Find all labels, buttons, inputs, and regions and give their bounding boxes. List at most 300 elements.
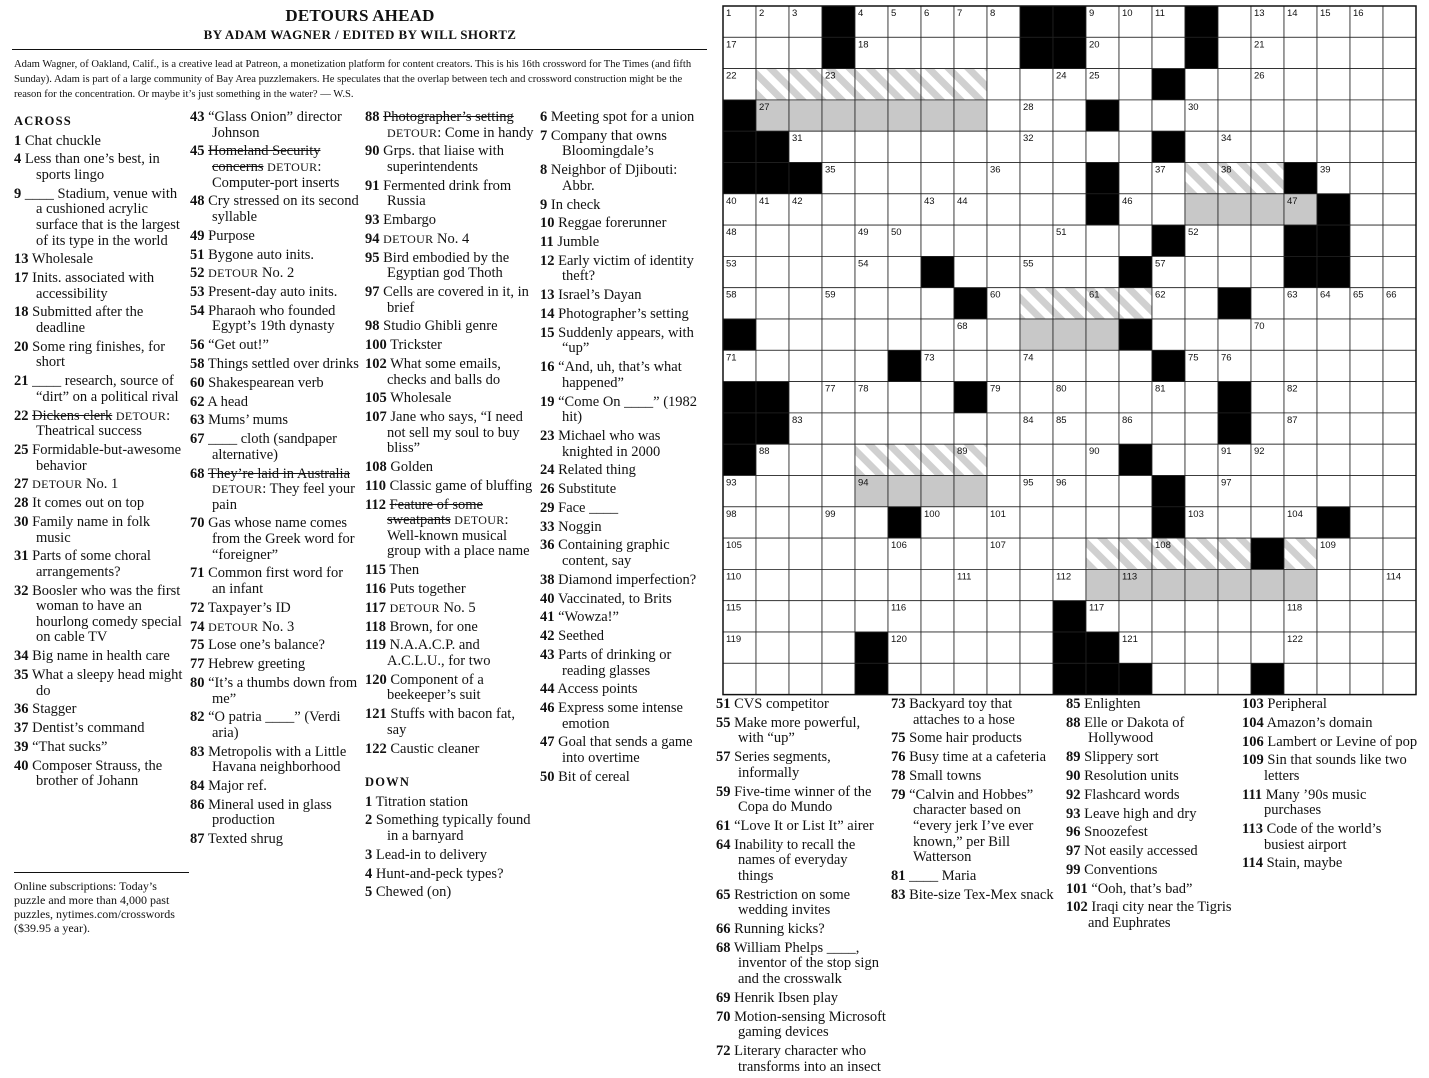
grid-cell[interactable] — [789, 225, 822, 256]
grid-cell[interactable] — [954, 663, 987, 694]
clue-down-66[interactable] — [716, 922, 886, 938]
clue-down-104[interactable] — [1242, 716, 1422, 732]
clue-across-93[interactable] — [365, 213, 535, 229]
grid-cell[interactable] — [1185, 163, 1218, 194]
grid-cell[interactable] — [1350, 507, 1383, 538]
clue-across-45[interactable] — [190, 144, 360, 191]
clue-across-80[interactable] — [190, 676, 360, 707]
grid-cell[interactable] — [888, 663, 921, 694]
grid-cell[interactable] — [1317, 632, 1350, 663]
grid-cell[interactable] — [987, 601, 1020, 632]
clue-across-36[interactable] — [14, 702, 186, 718]
clue-across-112[interactable] — [365, 498, 535, 560]
clue-across-52[interactable] — [190, 266, 360, 282]
clue-across-119[interactable] — [365, 638, 535, 669]
grid-cell[interactable] — [1218, 663, 1251, 694]
clue-across-90[interactable] — [365, 144, 535, 175]
grid-cell[interactable] — [1284, 663, 1317, 694]
clue-down-96[interactable] — [1066, 825, 1238, 841]
grid-cell[interactable] — [1152, 601, 1185, 632]
grid-cell[interactable] — [1350, 37, 1383, 68]
clue-down-5[interactable] — [365, 885, 535, 901]
clue-across-98[interactable] — [365, 319, 535, 335]
clue-across-86[interactable] — [190, 798, 360, 829]
clue-down-43[interactable] — [540, 648, 710, 679]
grid-cell[interactable] — [756, 225, 789, 256]
clue-down-33[interactable] — [540, 520, 710, 536]
grid-cell[interactable] — [954, 37, 987, 68]
grid-cell[interactable] — [1053, 256, 1086, 287]
clue-down-11[interactable] — [540, 235, 710, 251]
grid-cell[interactable] — [1218, 37, 1251, 68]
clue-across-110[interactable] — [365, 479, 535, 495]
grid-cell[interactable] — [1218, 319, 1251, 350]
grid-cell[interactable] — [954, 476, 987, 507]
grid-cell[interactable] — [1119, 100, 1152, 131]
grid-cell[interactable] — [789, 256, 822, 287]
grid-cell[interactable] — [1350, 538, 1383, 569]
grid-cell[interactable] — [1185, 663, 1218, 694]
clue-down-61[interactable] — [716, 819, 886, 835]
grid-cell[interactable] — [987, 100, 1020, 131]
grid-cell[interactable] — [789, 350, 822, 381]
clue-down-75[interactable] — [891, 731, 1061, 747]
grid-cell[interactable] — [855, 100, 888, 131]
grid-cell[interactable] — [855, 507, 888, 538]
grid-cell[interactable] — [1053, 131, 1086, 162]
grid-cell[interactable] — [1185, 256, 1218, 287]
clue-down-88[interactable] — [1066, 716, 1238, 747]
grid-cell[interactable] — [921, 319, 954, 350]
grid-cell[interactable] — [756, 538, 789, 569]
clue-across-115[interactable] — [365, 563, 535, 579]
grid-cell[interactable] — [1251, 476, 1284, 507]
clue-across-67[interactable] — [190, 432, 360, 463]
grid-cell[interactable] — [921, 131, 954, 162]
grid-cell[interactable] — [1251, 256, 1284, 287]
grid-cell[interactable] — [1350, 225, 1383, 256]
clue-across-21[interactable] — [14, 374, 186, 405]
grid-cell[interactable] — [1020, 288, 1053, 319]
grid-cell[interactable] — [1053, 538, 1086, 569]
grid-cell[interactable] — [756, 569, 789, 600]
grid-cell[interactable] — [921, 69, 954, 100]
grid-cell[interactable] — [855, 69, 888, 100]
clue-down-8[interactable] — [540, 163, 710, 194]
clue-down-51[interactable] — [716, 697, 886, 713]
clue-down-103[interactable] — [1242, 697, 1422, 713]
clue-across-1[interactable] — [14, 134, 186, 150]
clue-down-81[interactable] — [891, 869, 1061, 885]
clue-down-29[interactable] — [540, 501, 710, 517]
grid-cell[interactable] — [921, 569, 954, 600]
clue-down-79[interactable] — [891, 788, 1061, 866]
grid-cell[interactable] — [1284, 100, 1317, 131]
clue-across-105[interactable] — [365, 391, 535, 407]
grid-cell[interactable] — [1152, 319, 1185, 350]
grid-cell[interactable] — [1350, 194, 1383, 225]
grid-cell[interactable] — [1350, 632, 1383, 663]
grid-cell[interactable] — [855, 194, 888, 225]
grid-cell[interactable] — [1251, 601, 1284, 632]
grid-cell[interactable] — [921, 663, 954, 694]
clue-across-17[interactable] — [14, 271, 186, 302]
clue-across-51[interactable] — [190, 248, 360, 264]
grid-cell[interactable] — [1086, 476, 1119, 507]
grid-cell[interactable] — [855, 131, 888, 162]
grid-cell[interactable] — [888, 382, 921, 413]
grid-cell[interactable] — [1086, 413, 1119, 444]
grid-cell[interactable] — [822, 225, 855, 256]
clue-down-41[interactable] — [540, 610, 710, 626]
grid-cell[interactable] — [1251, 163, 1284, 194]
grid-cell[interactable] — [1053, 350, 1086, 381]
clue-down-12[interactable] — [540, 254, 710, 285]
grid-cell[interactable] — [1383, 476, 1416, 507]
clue-across-77[interactable] — [190, 657, 360, 673]
grid-cell[interactable] — [855, 601, 888, 632]
grid-cell[interactable] — [1086, 569, 1119, 600]
grid-cell[interactable] — [987, 413, 1020, 444]
grid-cell[interactable] — [921, 163, 954, 194]
grid-cell[interactable] — [954, 100, 987, 131]
clue-across-39[interactable] — [14, 740, 186, 756]
clue-across-18[interactable] — [14, 305, 186, 336]
grid-cell[interactable] — [1185, 69, 1218, 100]
grid-cell[interactable] — [921, 37, 954, 68]
clue-down-46[interactable] — [540, 701, 710, 732]
grid-cell[interactable] — [1119, 476, 1152, 507]
grid-cell[interactable] — [1185, 476, 1218, 507]
clue-across-94[interactable] — [365, 232, 535, 248]
grid-cell[interactable] — [1185, 382, 1218, 413]
grid-cell[interactable] — [822, 476, 855, 507]
grid-cell[interactable] — [1317, 413, 1350, 444]
clue-across-25[interactable] — [14, 443, 186, 474]
grid-cell[interactable] — [822, 100, 855, 131]
grid-cell[interactable] — [1350, 382, 1383, 413]
grid-cell[interactable] — [1086, 131, 1119, 162]
clue-down-14[interactable] — [540, 307, 710, 323]
grid-cell[interactable] — [822, 632, 855, 663]
grid-cell[interactable] — [756, 37, 789, 68]
clue-across-31[interactable] — [14, 549, 186, 580]
grid-cell[interactable] — [1119, 225, 1152, 256]
grid-cell[interactable] — [1119, 69, 1152, 100]
grid-cell[interactable] — [756, 507, 789, 538]
grid-cell[interactable] — [1218, 69, 1251, 100]
grid-cell[interactable] — [1383, 601, 1416, 632]
grid-cell[interactable] — [789, 100, 822, 131]
clue-down-40[interactable] — [540, 592, 710, 608]
clue-across-37[interactable] — [14, 721, 186, 737]
grid-cell[interactable] — [756, 256, 789, 287]
clue-down-65[interactable] — [716, 888, 886, 919]
grid-cell[interactable] — [1152, 569, 1185, 600]
grid-cell[interactable] — [954, 256, 987, 287]
grid-cell[interactable] — [1020, 225, 1053, 256]
grid-cell[interactable] — [954, 225, 987, 256]
grid-cell[interactable] — [1119, 601, 1152, 632]
grid-cell[interactable] — [888, 476, 921, 507]
grid-cell[interactable] — [921, 444, 954, 475]
grid-cell[interactable] — [1350, 413, 1383, 444]
grid-cell[interactable] — [888, 69, 921, 100]
grid-cell[interactable] — [822, 350, 855, 381]
grid-cell[interactable] — [756, 69, 789, 100]
grid-cell[interactable] — [1350, 350, 1383, 381]
grid-cell[interactable] — [1218, 507, 1251, 538]
clue-across-121[interactable] — [365, 707, 535, 738]
grid-cell[interactable] — [855, 319, 888, 350]
grid-cell[interactable] — [1152, 413, 1185, 444]
grid-cell[interactable] — [987, 69, 1020, 100]
clue-across-35[interactable] — [14, 668, 186, 699]
grid-cell[interactable] — [822, 256, 855, 287]
grid-cell[interactable] — [1185, 632, 1218, 663]
grid-cell[interactable] — [1218, 6, 1251, 37]
clue-down-92[interactable] — [1066, 788, 1238, 804]
clue-down-111[interactable] — [1242, 788, 1422, 819]
grid-cell[interactable] — [1383, 413, 1416, 444]
grid-cell[interactable] — [1185, 131, 1218, 162]
grid-cell[interactable] — [1383, 382, 1416, 413]
grid-cell[interactable] — [921, 100, 954, 131]
grid-cell[interactable] — [1383, 163, 1416, 194]
grid-cell[interactable] — [822, 194, 855, 225]
grid-cell[interactable] — [1218, 632, 1251, 663]
clue-down-101[interactable] — [1066, 882, 1238, 898]
grid-cell[interactable] — [921, 413, 954, 444]
grid-cell[interactable] — [1350, 256, 1383, 287]
clue-across-118[interactable] — [365, 620, 535, 636]
grid-cell[interactable] — [1251, 288, 1284, 319]
clue-across-95[interactable] — [365, 251, 535, 282]
grid-cell[interactable] — [1053, 288, 1086, 319]
grid-cell[interactable] — [789, 632, 822, 663]
grid-cell[interactable] — [1350, 601, 1383, 632]
grid-cell[interactable] — [888, 194, 921, 225]
clue-down-47[interactable] — [540, 735, 710, 766]
grid-cell[interactable] — [888, 131, 921, 162]
clue-down-73[interactable] — [891, 697, 1061, 728]
clue-down-102[interactable] — [1066, 900, 1238, 931]
grid-cell[interactable] — [1053, 194, 1086, 225]
grid-cell[interactable] — [1383, 100, 1416, 131]
grid-cell[interactable] — [756, 663, 789, 694]
clue-down-19[interactable] — [540, 395, 710, 426]
grid-cell[interactable] — [1119, 131, 1152, 162]
grid-cell[interactable] — [1383, 444, 1416, 475]
grid-cell[interactable] — [1119, 507, 1152, 538]
grid-cell[interactable] — [1383, 225, 1416, 256]
clue-down-68[interactable] — [716, 941, 886, 988]
grid-cell[interactable] — [855, 413, 888, 444]
clue-down-9[interactable] — [540, 198, 710, 214]
grid-cell[interactable] — [1350, 69, 1383, 100]
grid-cell[interactable] — [987, 663, 1020, 694]
clue-down-7[interactable] — [540, 129, 710, 160]
grid-cell[interactable] — [1185, 538, 1218, 569]
grid-cell[interactable] — [822, 663, 855, 694]
grid-cell[interactable] — [987, 319, 1020, 350]
clue-across-13[interactable] — [14, 252, 186, 268]
grid-cell[interactable] — [1185, 413, 1218, 444]
clue-down-44[interactable] — [540, 682, 710, 698]
grid-cell[interactable] — [1086, 538, 1119, 569]
clue-across-40[interactable] — [14, 759, 186, 790]
grid-cell[interactable] — [1053, 100, 1086, 131]
grid-cell[interactable] — [822, 538, 855, 569]
clue-across-74[interactable] — [190, 620, 360, 636]
clue-down-90[interactable] — [1066, 769, 1238, 785]
clue-across-27[interactable] — [14, 477, 186, 493]
grid-cell[interactable] — [1218, 569, 1251, 600]
clue-down-59[interactable] — [716, 785, 886, 816]
grid-cell[interactable] — [1119, 163, 1152, 194]
grid-cell[interactable] — [1152, 194, 1185, 225]
clue-down-50[interactable] — [540, 770, 710, 786]
grid-cell[interactable] — [921, 601, 954, 632]
grid-cell[interactable] — [789, 663, 822, 694]
grid-cell[interactable] — [888, 288, 921, 319]
grid-cell[interactable] — [954, 163, 987, 194]
grid-cell[interactable] — [1317, 69, 1350, 100]
grid-cell[interactable] — [888, 256, 921, 287]
grid-cell[interactable] — [1152, 100, 1185, 131]
grid-cell[interactable] — [1020, 569, 1053, 600]
clue-down-3[interactable] — [365, 848, 535, 864]
grid-cell[interactable] — [1251, 225, 1284, 256]
grid-cell[interactable] — [822, 444, 855, 475]
clue-down-26[interactable] — [540, 482, 710, 498]
grid-cell[interactable] — [1119, 350, 1152, 381]
grid-cell[interactable] — [1284, 476, 1317, 507]
grid-cell[interactable] — [1251, 569, 1284, 600]
grid-cell[interactable] — [954, 538, 987, 569]
grid-cell[interactable] — [954, 601, 987, 632]
grid-cell[interactable] — [888, 444, 921, 475]
grid-cell[interactable] — [987, 444, 1020, 475]
grid-cell[interactable] — [1350, 476, 1383, 507]
grid-cell[interactable] — [1284, 538, 1317, 569]
grid-cell[interactable] — [1317, 444, 1350, 475]
grid-cell[interactable] — [789, 69, 822, 100]
grid-cell[interactable] — [1020, 507, 1053, 538]
grid-cell[interactable] — [1020, 163, 1053, 194]
clue-across-88[interactable] — [365, 110, 535, 141]
grid-cell[interactable] — [987, 256, 1020, 287]
clue-across-32[interactable] — [14, 584, 186, 646]
grid-cell[interactable] — [1053, 444, 1086, 475]
grid-cell[interactable] — [1383, 256, 1416, 287]
grid-cell[interactable] — [1251, 100, 1284, 131]
grid-cell[interactable] — [1086, 319, 1119, 350]
grid-cell[interactable] — [1152, 37, 1185, 68]
grid-cell[interactable] — [1152, 663, 1185, 694]
grid-cell[interactable] — [1317, 131, 1350, 162]
clue-down-89[interactable] — [1066, 750, 1238, 766]
grid-cell[interactable] — [1020, 538, 1053, 569]
grid-cell[interactable] — [1350, 131, 1383, 162]
grid-cell[interactable] — [987, 632, 1020, 663]
clue-down-99[interactable] — [1066, 863, 1238, 879]
grid-cell[interactable] — [1086, 350, 1119, 381]
grid-cell[interactable] — [855, 538, 888, 569]
clue-across-82[interactable] — [190, 710, 360, 741]
clue-across-100[interactable] — [365, 338, 535, 354]
grid-cell[interactable] — [888, 163, 921, 194]
crossword-grid[interactable] — [722, 5, 1417, 696]
clue-across-83[interactable] — [190, 745, 360, 776]
grid-cell[interactable] — [1086, 225, 1119, 256]
clue-down-78[interactable] — [891, 769, 1061, 785]
grid-cell[interactable] — [1053, 163, 1086, 194]
grid-cell[interactable] — [1284, 319, 1317, 350]
grid-cell[interactable] — [756, 601, 789, 632]
grid-cell[interactable] — [1185, 288, 1218, 319]
grid-cell[interactable] — [1317, 100, 1350, 131]
clue-down-83[interactable] — [891, 888, 1061, 904]
grid-cell[interactable] — [1383, 319, 1416, 350]
grid-cell[interactable] — [1152, 444, 1185, 475]
clue-down-36[interactable] — [540, 538, 710, 569]
grid-cell[interactable] — [1383, 507, 1416, 538]
grid-cell[interactable] — [1086, 382, 1119, 413]
grid-cell[interactable] — [1317, 37, 1350, 68]
grid-cell[interactable] — [1251, 131, 1284, 162]
grid-cell[interactable] — [1251, 350, 1284, 381]
clue-down-70[interactable] — [716, 1010, 886, 1041]
grid-cell[interactable] — [1251, 194, 1284, 225]
grid-cell[interactable] — [1284, 444, 1317, 475]
grid-cell[interactable] — [1020, 601, 1053, 632]
grid-cell[interactable] — [987, 476, 1020, 507]
grid-cell[interactable] — [789, 476, 822, 507]
clue-across-30[interactable] — [14, 515, 186, 546]
grid-cell[interactable] — [1383, 663, 1416, 694]
grid-cell[interactable] — [888, 319, 921, 350]
grid-cell[interactable] — [1251, 413, 1284, 444]
grid-cell[interactable] — [1218, 601, 1251, 632]
clue-down-97[interactable] — [1066, 844, 1238, 860]
grid-cell[interactable] — [1284, 131, 1317, 162]
grid-cell[interactable] — [1185, 601, 1218, 632]
grid-cell[interactable] — [1350, 569, 1383, 600]
grid-cell[interactable] — [921, 382, 954, 413]
clue-across-107[interactable] — [365, 410, 535, 457]
grid-cell[interactable] — [1383, 538, 1416, 569]
grid-cell[interactable] — [1317, 569, 1350, 600]
grid-cell[interactable] — [1053, 319, 1086, 350]
clue-across-48[interactable] — [190, 194, 360, 225]
grid-cell[interactable] — [1086, 507, 1119, 538]
clue-down-6[interactable] — [540, 110, 710, 126]
clue-down-109[interactable] — [1242, 753, 1422, 784]
clue-across-34[interactable] — [14, 649, 186, 665]
clue-down-85[interactable] — [1066, 697, 1238, 713]
grid-cell[interactable] — [1284, 37, 1317, 68]
grid-cell[interactable] — [1086, 256, 1119, 287]
grid-cell[interactable] — [855, 163, 888, 194]
clue-across-91[interactable] — [365, 179, 535, 210]
grid-cell[interactable] — [1152, 632, 1185, 663]
grid-cell[interactable] — [1020, 632, 1053, 663]
clue-down-76[interactable] — [891, 750, 1061, 766]
grid-cell[interactable] — [987, 225, 1020, 256]
clue-down-4[interactable] — [365, 867, 535, 883]
grid-cell[interactable] — [1383, 194, 1416, 225]
